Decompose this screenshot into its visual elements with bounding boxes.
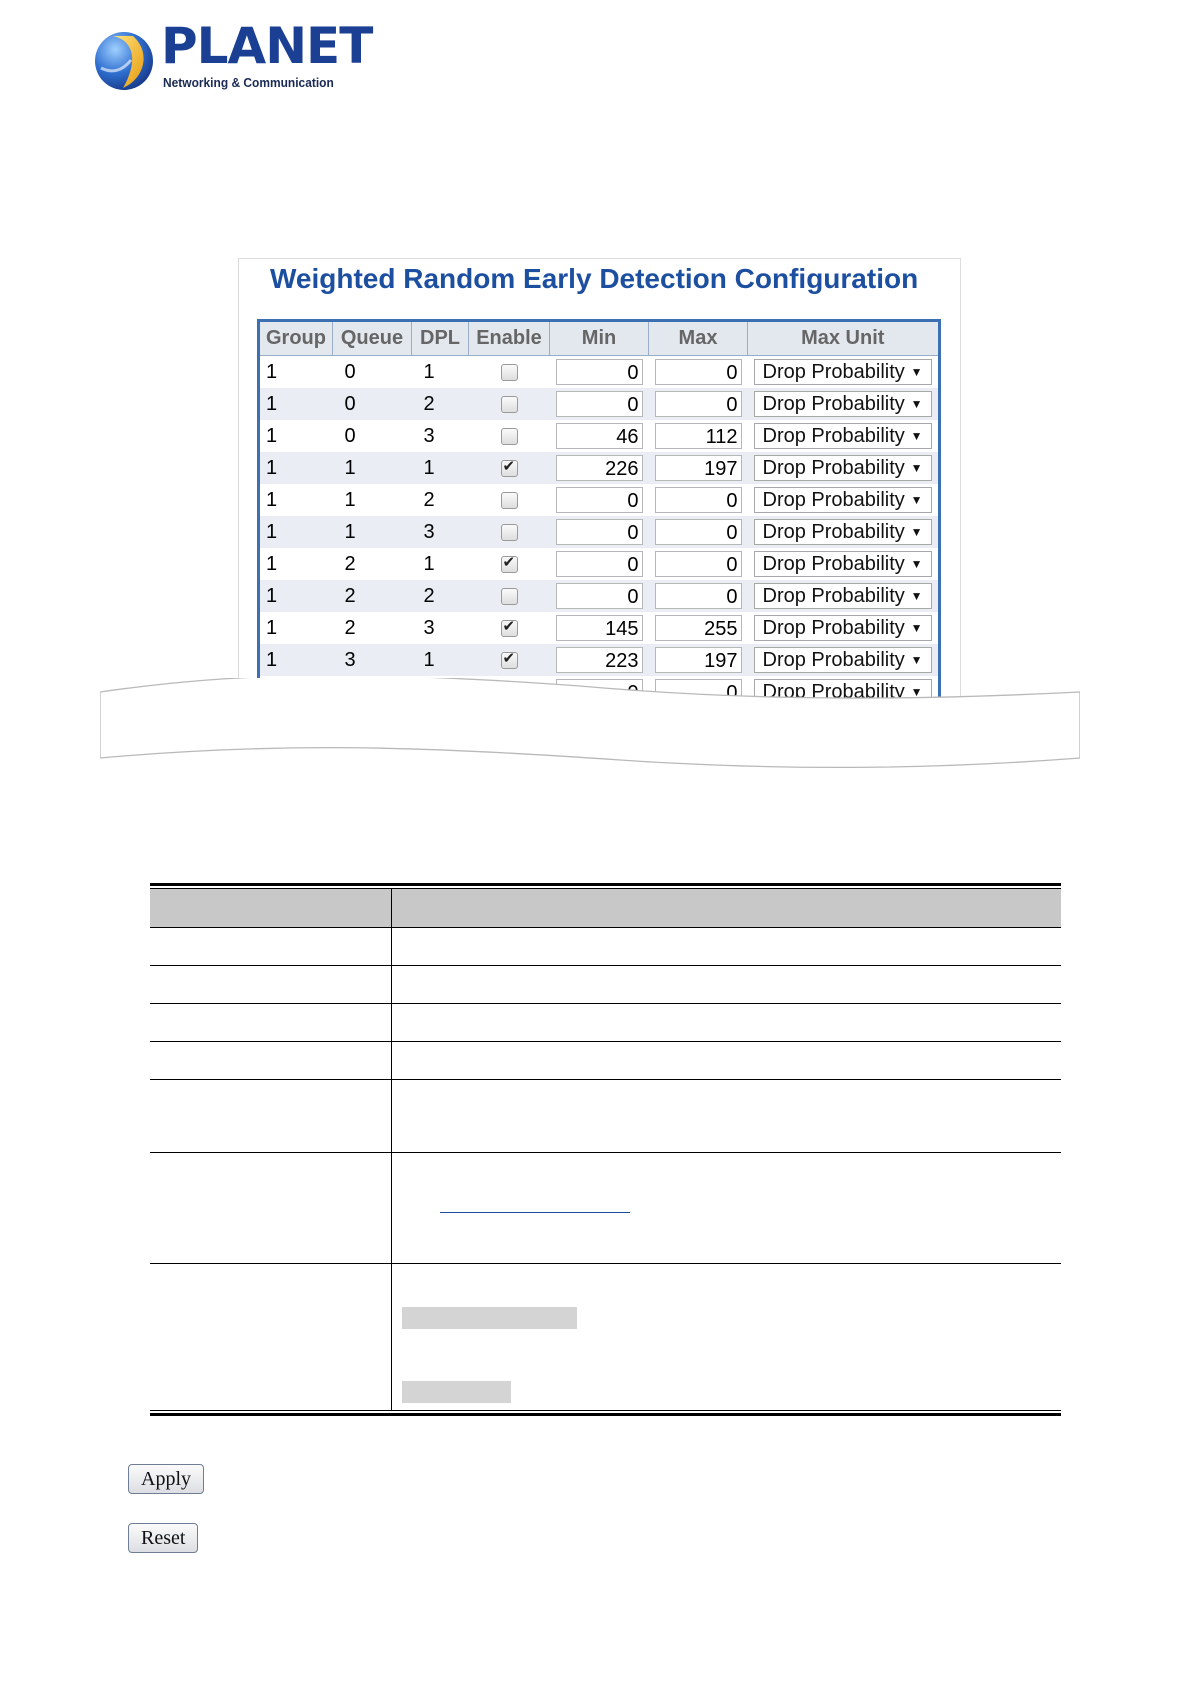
cell-max-unit bbox=[748, 452, 940, 484]
dropdown-arrow-icon: ▼ bbox=[910, 685, 923, 699]
col-header-group: Group bbox=[259, 321, 333, 356]
max-unit-select[interactable] bbox=[754, 391, 932, 417]
max-input[interactable]: 112 bbox=[655, 423, 742, 449]
panel-title: Weighted Random Early Detection Configuration bbox=[270, 263, 919, 294]
enable-checkbox[interactable] bbox=[501, 492, 518, 509]
cell-min bbox=[550, 548, 649, 580]
cell-max bbox=[649, 420, 748, 452]
cell-enable bbox=[469, 420, 550, 452]
cell-queue: 3 bbox=[333, 644, 412, 676]
max-input[interactable]: 0 bbox=[655, 519, 742, 545]
max-unit-select[interactable] bbox=[754, 519, 932, 545]
cell-dpl: 1 bbox=[412, 356, 469, 389]
dropdown-arrow-icon: ▼ bbox=[910, 589, 923, 603]
cell-enable bbox=[469, 388, 550, 420]
cell-group: 1 bbox=[259, 612, 333, 644]
cell-dpl: 2 bbox=[412, 484, 469, 516]
cell-min bbox=[550, 612, 649, 644]
cell-queue: 2 bbox=[333, 612, 412, 644]
logo-tagline: Networking & Communication bbox=[163, 75, 334, 90]
cell-enable bbox=[469, 548, 550, 580]
dropdown-arrow-icon: ▼ bbox=[910, 365, 923, 379]
enable-checkbox[interactable] bbox=[501, 588, 518, 605]
min-input[interactable]: 0 bbox=[556, 359, 643, 385]
enable-checkbox[interactable] bbox=[501, 556, 518, 573]
max-unit-value: Drop Probability bbox=[762, 617, 905, 639]
max-unit-select[interactable] bbox=[754, 647, 932, 673]
table-row bbox=[150, 1003, 1061, 1041]
enable-checkbox[interactable] bbox=[501, 620, 518, 637]
table-row bbox=[150, 1263, 1061, 1410]
max-unit-value: Drop Probability bbox=[762, 521, 905, 543]
max-unit-value: Drop Probability bbox=[762, 681, 905, 703]
table-row bbox=[259, 644, 940, 676]
table-row bbox=[150, 927, 1061, 965]
cell-group: 1 bbox=[259, 548, 333, 580]
table-row bbox=[259, 548, 940, 580]
table-row bbox=[259, 356, 940, 389]
enable-checkbox[interactable] bbox=[501, 364, 518, 381]
cell-enable bbox=[469, 452, 550, 484]
col-header-max: Max bbox=[649, 321, 748, 356]
cell-dpl: 1 bbox=[412, 452, 469, 484]
table-row bbox=[150, 1079, 1061, 1152]
dropdown-arrow-icon: ▼ bbox=[910, 653, 923, 667]
cell-enable bbox=[469, 484, 550, 516]
cell-max-unit bbox=[748, 388, 940, 420]
table-row bbox=[259, 388, 940, 420]
max-unit-value: Drop Probability bbox=[762, 393, 905, 415]
table-row bbox=[150, 965, 1061, 1003]
max-input[interactable]: 0 bbox=[655, 391, 742, 417]
table-row bbox=[259, 484, 940, 516]
highlighted-term bbox=[402, 1381, 511, 1403]
cell-max bbox=[649, 612, 748, 644]
cell-max-unit bbox=[748, 484, 940, 516]
dropdown-arrow-icon: ▼ bbox=[910, 525, 923, 539]
cell-max-unit bbox=[748, 356, 940, 389]
cell-max bbox=[649, 548, 748, 580]
min-input[interactable]: 0 bbox=[556, 583, 643, 609]
cell-min bbox=[550, 516, 649, 548]
dropdown-arrow-icon: ▼ bbox=[910, 621, 923, 635]
col-header-enable: Enable bbox=[469, 321, 550, 356]
cell-dpl: 1 bbox=[412, 644, 469, 676]
cell-min bbox=[550, 420, 649, 452]
cell-group: 1 bbox=[259, 644, 333, 676]
min-input[interactable]: 145 bbox=[556, 615, 643, 641]
enable-checkbox[interactable] bbox=[501, 460, 518, 477]
cell-queue: 1 bbox=[333, 452, 412, 484]
cell-max bbox=[649, 388, 748, 420]
hyperlink-underline[interactable] bbox=[440, 1212, 630, 1213]
max-unit-select[interactable] bbox=[754, 359, 932, 385]
dropdown-arrow-icon: ▼ bbox=[910, 557, 923, 571]
cell-group: 1 bbox=[259, 388, 333, 420]
cell-dpl: 3 bbox=[412, 420, 469, 452]
max-unit-select[interactable] bbox=[754, 487, 932, 513]
min-input[interactable]: 223 bbox=[556, 647, 643, 673]
cell-group: 1 bbox=[259, 580, 333, 612]
dropdown-arrow-icon: ▼ bbox=[910, 461, 923, 475]
cell-max bbox=[649, 356, 748, 389]
cell-dpl: 1 bbox=[412, 548, 469, 580]
apply-button[interactable]: Apply bbox=[128, 1464, 204, 1494]
cell-group: 1 bbox=[259, 420, 333, 452]
cell-enable bbox=[469, 516, 550, 548]
max-input[interactable]: 0 bbox=[655, 359, 742, 385]
dropdown-arrow-icon: ▼ bbox=[910, 429, 923, 443]
table-row bbox=[259, 516, 940, 548]
max-unit-value: Drop Probability bbox=[762, 361, 905, 383]
cell-min bbox=[550, 484, 649, 516]
max-input[interactable]: 0 bbox=[655, 551, 742, 577]
max-unit-select[interactable] bbox=[754, 615, 932, 641]
cell-dpl: 3 bbox=[412, 612, 469, 644]
table-row bbox=[259, 580, 940, 612]
cell-enable bbox=[469, 356, 550, 389]
cell-enable bbox=[469, 612, 550, 644]
dropdown-arrow-icon: ▼ bbox=[910, 397, 923, 411]
table-header-row bbox=[259, 321, 940, 356]
cell-max bbox=[649, 484, 748, 516]
enable-checkbox[interactable] bbox=[501, 396, 518, 413]
cell-min bbox=[550, 580, 649, 612]
cell-max-unit bbox=[748, 644, 940, 676]
cell-group: 1 bbox=[259, 356, 333, 389]
cell-min bbox=[550, 356, 649, 389]
col-header-queue: Queue bbox=[333, 321, 412, 356]
cell-min bbox=[550, 644, 649, 676]
table-row bbox=[259, 420, 940, 452]
cell-group: 1 bbox=[259, 452, 333, 484]
enable-checkbox[interactable] bbox=[501, 652, 518, 669]
max-unit-select[interactable] bbox=[754, 551, 932, 577]
enable-checkbox[interactable] bbox=[501, 428, 518, 445]
cell-queue: 1 bbox=[333, 516, 412, 548]
wred-config-panel bbox=[238, 258, 961, 705]
cell-max bbox=[649, 452, 748, 484]
cell-queue: 0 bbox=[333, 388, 412, 420]
highlighted-term bbox=[402, 1307, 577, 1329]
enable-checkbox[interactable] bbox=[501, 524, 518, 541]
cell-max-unit bbox=[748, 580, 940, 612]
cell-min bbox=[550, 388, 649, 420]
cell-enable bbox=[469, 580, 550, 612]
parameter-table-header bbox=[150, 889, 1061, 927]
max-input[interactable]: 255 bbox=[655, 615, 742, 641]
min-input[interactable]: 0 bbox=[556, 519, 643, 545]
max-unit-value: Drop Probability bbox=[762, 553, 905, 575]
table-row bbox=[259, 612, 940, 644]
min-input[interactable]: 46 bbox=[556, 423, 643, 449]
max-unit-value: Drop Probability bbox=[762, 457, 905, 479]
min-input[interactable]: 0 bbox=[556, 487, 643, 513]
cell-max-unit bbox=[748, 420, 940, 452]
cell-queue: 2 bbox=[333, 548, 412, 580]
min-input[interactable]: 0 bbox=[556, 391, 643, 417]
max-unit-select[interactable] bbox=[754, 455, 932, 481]
torn-edge-divider bbox=[100, 678, 1080, 778]
reset-button[interactable]: Reset bbox=[128, 1523, 198, 1553]
cell-dpl: 2 bbox=[412, 580, 469, 612]
cell-max-unit bbox=[748, 548, 940, 580]
table-row bbox=[150, 1152, 1061, 1263]
max-unit-value: Drop Probability bbox=[762, 425, 905, 447]
max-unit-select[interactable] bbox=[754, 583, 932, 609]
cell-queue: 0 bbox=[333, 420, 412, 452]
min-input[interactable]: 226 bbox=[556, 455, 643, 481]
max-unit-select[interactable] bbox=[754, 423, 932, 449]
cell-group: 1 bbox=[259, 484, 333, 516]
planet-logo bbox=[93, 17, 373, 97]
cell-max bbox=[649, 644, 748, 676]
max-input[interactable]: 197 bbox=[655, 455, 742, 481]
cell-min bbox=[550, 452, 649, 484]
table-row bbox=[150, 1041, 1061, 1079]
max-input[interactable]: 197 bbox=[655, 647, 742, 673]
col-header-dpl: DPL bbox=[412, 321, 469, 356]
table-row bbox=[259, 452, 940, 484]
col-header-min: Min bbox=[550, 321, 649, 356]
dropdown-arrow-icon: ▼ bbox=[910, 493, 923, 507]
cell-dpl: 3 bbox=[412, 516, 469, 548]
globe-icon bbox=[93, 30, 155, 92]
max-input[interactable]: 0 bbox=[655, 583, 742, 609]
col-header-max-unit: Max Unit bbox=[748, 321, 940, 356]
parameter-table bbox=[150, 883, 1061, 1416]
cell-max bbox=[649, 580, 748, 612]
cell-enable bbox=[469, 644, 550, 676]
logo-wordmark: PLANET bbox=[161, 17, 373, 75]
cell-max-unit bbox=[748, 612, 940, 644]
max-unit-value: Drop Probability bbox=[762, 649, 905, 671]
cell-max-unit bbox=[748, 516, 940, 548]
cell-max bbox=[649, 516, 748, 548]
min-input[interactable]: 0 bbox=[556, 551, 643, 577]
max-input[interactable]: 0 bbox=[655, 679, 742, 705]
max-unit-value: Drop Probability bbox=[762, 489, 905, 511]
cell-queue: 2 bbox=[333, 580, 412, 612]
cell-group: 1 bbox=[259, 516, 333, 548]
max-unit-value: Drop Probability bbox=[762, 585, 905, 607]
wred-table bbox=[257, 319, 941, 705]
max-input[interactable]: 0 bbox=[655, 487, 742, 513]
cell-queue: 1 bbox=[333, 484, 412, 516]
cell-queue: 0 bbox=[333, 356, 412, 389]
cell-dpl: 2 bbox=[412, 388, 469, 420]
